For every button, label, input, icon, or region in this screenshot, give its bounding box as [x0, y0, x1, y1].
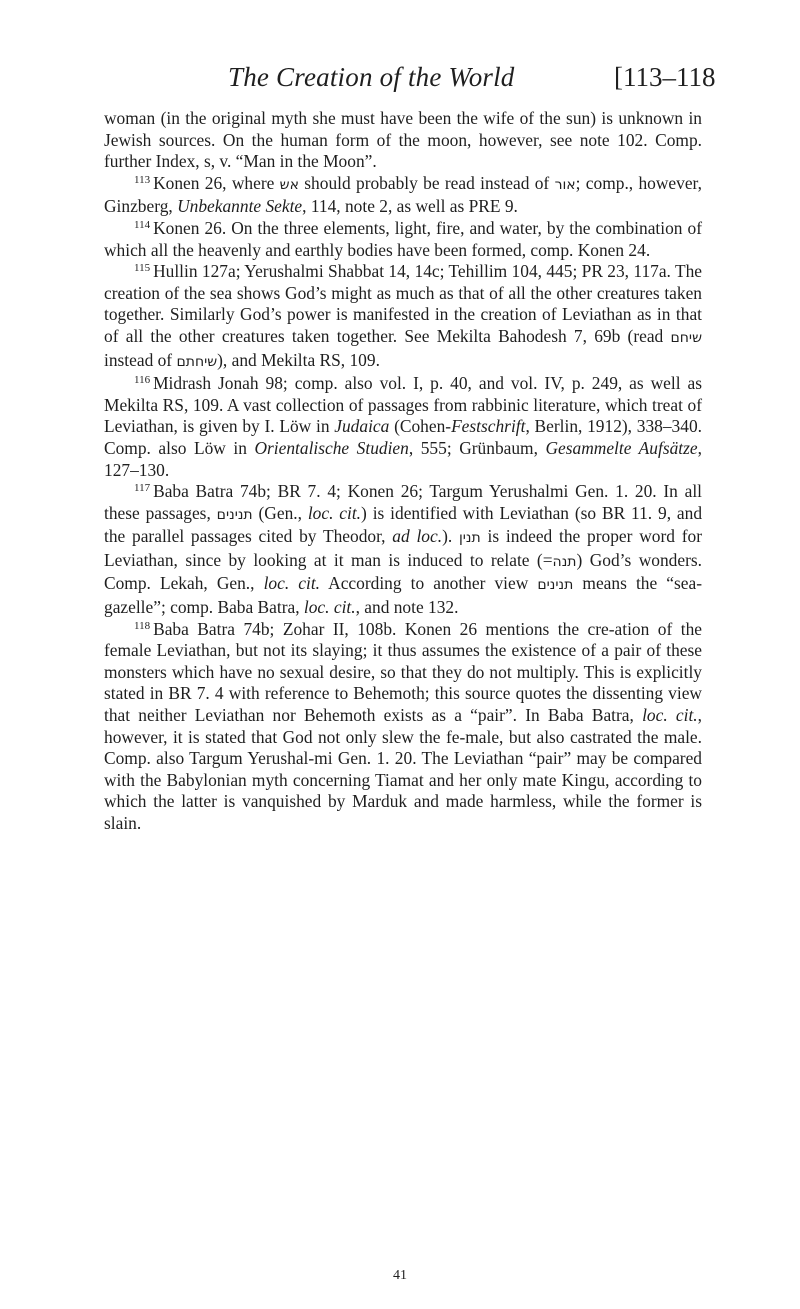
running-title: The Creation of the World	[228, 62, 515, 92]
page-number: 41	[393, 1268, 407, 1283]
hebrew-word: אש	[279, 176, 299, 193]
note-118: $^{118}$ Baba Batra 74b; Zohar II, 108b. Konen 26 mentions the cre-ation of the female Leviathan, but not its slaying; it thus assumes the existence of a pair of these monsters which have no sexual desire, so that they do not multiply. This is explicitly stated in BR 7. 4 with reference to Behemoth; this source quotes the dissenting view that neither Leviathan nor Behemoth exists as a “pair”. In Baba Batra, loc. cit., however, it is stated that God not only slew the fe-male, but also castrated the male. Comp. also Targum Yerushal-mi Gen. 1. 20. The Leviathan “pair” may be compared with the Babylonian myth concerning Tiamat and her only mate Kingu, according to which the latter is vanquished by Marduk and made harmless, while the former is slain.	[104, 618, 702, 833]
note-114: $^{114}$ Konen 26. On the three elements, light, fire, and water, by the combination of which all the heavenly and earthly bodies have been formed, comp. Konen 24.	[104, 217, 702, 260]
book-title: Gesammelte Aufsätze	[545, 437, 698, 458]
continuation-paragraph: woman (in the original myth she must have been the wife of the sun) is unknown in Jewish sources. On the human form of the moon, however, see note 102. Comp. further Index, s, v. “Man in the Moon”.	[104, 108, 702, 172]
hebrew-word: שיחם	[670, 329, 702, 346]
hebrew-word: שיחתם	[176, 353, 218, 370]
citation-abbrev: loc. cit.	[263, 573, 321, 594]
citation-abbrev: loc. cit.	[307, 502, 362, 523]
book-title: Judaica	[334, 416, 390, 437]
note-number: 118	[134, 619, 151, 632]
note-range: [113–118	[614, 62, 716, 92]
book-title: Orientalische Studien	[254, 437, 409, 458]
note-117: $^{117}$ Baba Batra 74b; BR 7. 4; Konen 26; Targum Yerushalmi Gen. 1. 20. In all these passages, תנינים (Gen., loc. cit.) is identified with Leviathan (so BR 11. 9, and the parallel passages cited by Theodor, ad loc.). תנין is indeed the proper word for Leviathan, since by looking at it man is induced to relate (=תנה) God’s wonders. Comp. Lekah, Gen., loc. cit. According to another view תנינים means the “sea-gazelle”; comp. Baba Batra, loc. cit., and note 132.	[104, 481, 703, 618]
note-number: 116	[134, 374, 151, 387]
citation-abbrev: loc. cit.	[642, 705, 698, 726]
note-113: $^{113}$ Konen 26, where אש should probably be read instead of אור; comp., however, Ginzberg, Unbekannte Sekte, 114, note 2, as well as PRE 9.	[104, 172, 702, 217]
note-number: 117	[134, 482, 151, 495]
notes-body	[104, 108, 702, 835]
hebrew-word: תנין	[458, 530, 481, 547]
citation-abbrev: loc. cit.	[303, 597, 356, 618]
note-116: $^{116}$ Midrash Jonah 98; comp. also vol. I, p. 40, and vol. IV, p. 249, as well as Mekilta RS, 109. A vast collection of passages from rabbinic literature, which treat of Leviathan, is given by I. Löw in Judaica (Cohen-Festschrift, Berlin, 1912), 338–340. Comp. also Löw in Orientalische Studien, 555; Grünbaum, Gesammelte Aufsätze, 127–130.	[104, 373, 702, 480]
note-number: 113	[134, 173, 151, 186]
note-number: 115	[134, 262, 151, 275]
running-head	[0, 62, 800, 102]
note-115: $^{115}$ Hullin 127a; Yerushalmi Shabbat 14, 14c; Tehillim 104, 445; PR 23, 117a. The creation of the sea shows God’s might as much as that of all the other creatures taken together. Similarly God’s power is manifested in the creation of Leviathan as in that of all the other creatures taken together. See Mekilta Bahodesh 7, 69b (read שיחם instead of שיחתם), and Mekilta RS, 109.	[104, 261, 702, 370]
citation-abbrev: ad loc.	[392, 526, 443, 547]
note-number: 114	[134, 218, 151, 231]
hebrew-word: תנינים	[537, 577, 574, 594]
book-title: Unbekannte Sekte	[177, 196, 303, 217]
book-title: Festschrift	[451, 416, 526, 437]
hebrew-word: תנה	[552, 553, 577, 570]
hebrew-word: אור	[554, 176, 576, 193]
hebrew-word: תנינים	[216, 506, 253, 523]
